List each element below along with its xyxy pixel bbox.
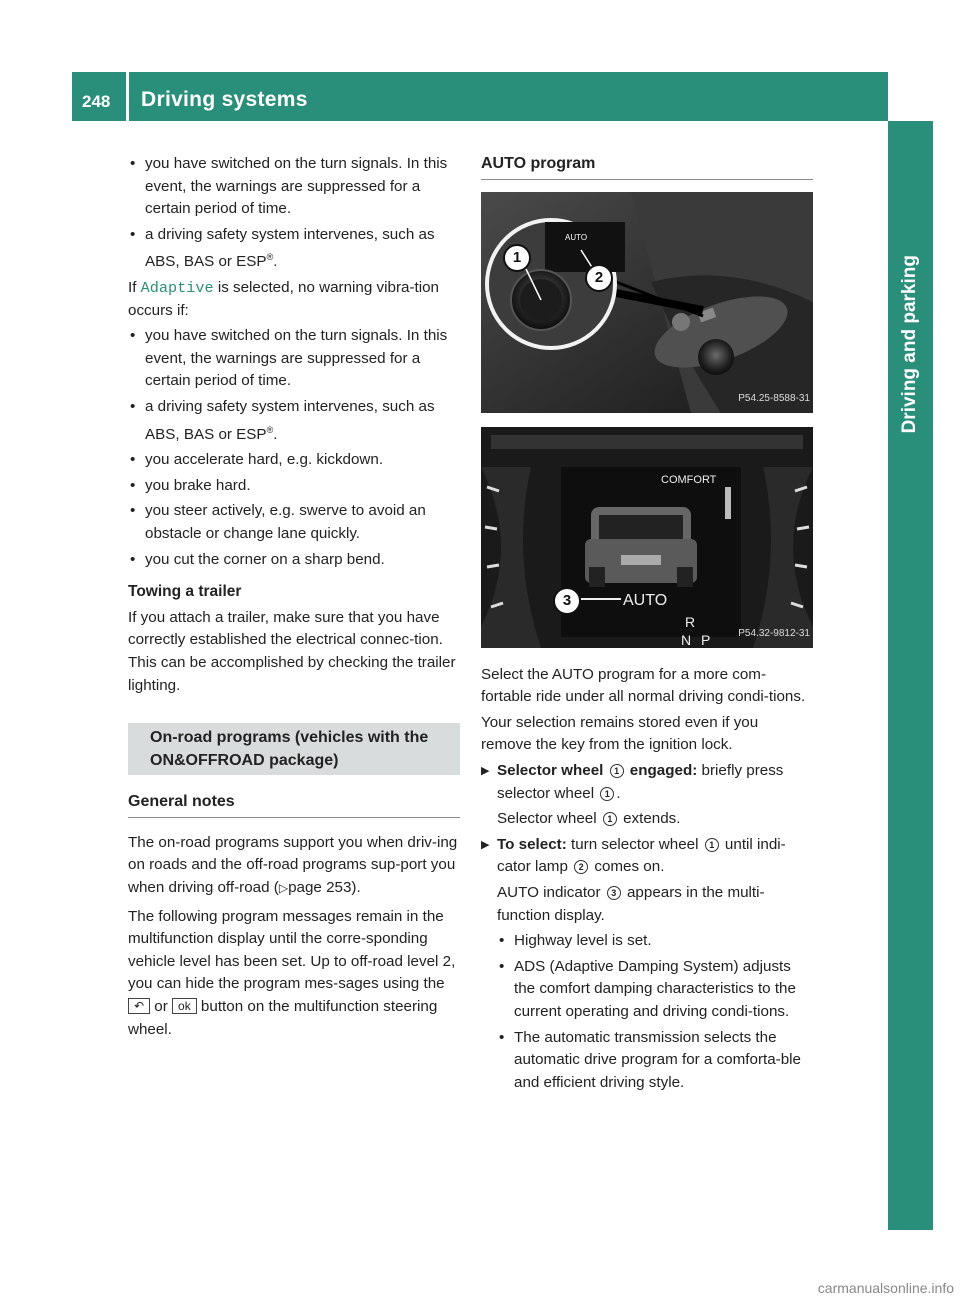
towing-paragraph: If you attach a trailer, make sure that you have correctly established the electrical connec-tion. This can be accomplished by checking the trailer lighting. [128, 608, 456, 694]
left-column [128, 153, 460, 1044]
list-item: • you have switched on the turn signals. In this event, the warnings are suppressed for a certain period of time. [128, 153, 460, 221]
callout-ref-1: 1 [600, 787, 614, 801]
ok-button-icon: ok [172, 998, 197, 1014]
list-item: • you accelerate hard, e.g. kickdown. [128, 449, 460, 472]
auto-program-heading: AUTO program [481, 153, 813, 180]
instruction-step: ▶ To select: turn selector wheel 1 until indi-cator lamp 2 comes on. [481, 834, 813, 879]
instrument-cluster-illustration [481, 427, 813, 648]
auto-paragraph-2: Your selection remains stored even if you remove the key from the ignition lock. [481, 713, 759, 754]
page-number: 248 [82, 92, 111, 111]
list-item: • you cut the corner on a sharp bend. [128, 549, 460, 572]
callout-ref-1: 1 [705, 838, 719, 852]
page-title: Driving systems [141, 88, 308, 111]
adaptive-term: Adaptive [140, 279, 214, 298]
watermark: carmanualsonline.info [817, 1280, 954, 1296]
towing-heading: Towing a trailer [128, 583, 242, 601]
callout-ref-3: 3 [607, 886, 621, 900]
gear-p-label: P [701, 631, 711, 648]
right-column [481, 153, 813, 1097]
callout-1: 1 [503, 244, 531, 272]
general-paragraph-2: The following program messages remain in the multifunction display until the corre-sponding vehicle level has been set. Up to off-road level 2, you can hide the program mes-sages using the ↶ or ok button on the multifunction steering wheel. [128, 907, 456, 1038]
list-item: • ADS (Adaptive Damping System) adjusts the comfort damping characteristics to the current operating and driving condi-tions. [497, 956, 813, 1024]
header-separator [126, 72, 129, 121]
callout-3: 3 [553, 587, 581, 615]
callout-ref-1: 1 [610, 764, 624, 778]
list-item: • a driving safety system intervenes, such as ABS, BAS or ESP®. [128, 224, 460, 274]
page-reference[interactable]: page 253). [288, 878, 361, 896]
back-button-icon: ↶ [128, 998, 150, 1014]
page-ref-arrow-icon: ▷ [278, 880, 289, 895]
list-item: • you have switched on the turn signals. In this event, the warnings are suppressed for a certain period of time. [128, 325, 460, 393]
figure-code: P54.25-8588-31 [738, 393, 810, 404]
instruction-result: AUTO indicator 3 appears in the multi-function display. [497, 883, 765, 924]
selector-wheel-illustration [481, 192, 813, 413]
list-item: • you brake hard. [128, 475, 460, 498]
auto-paragraph-1: Select the AUTO program for a more com-fortable ride under all normal driving condi-tions. [481, 665, 806, 706]
figure-code: P54.32-9812-31 [738, 628, 810, 639]
general-paragraph-1: The on-road programs support you when driv-ing on roads and the off-road programs sup-port you when driving off-road (▷page 253). [128, 833, 458, 896]
list-item: • you steer actively, e.g. swerve to avoid an obstacle or change lane quickly. [128, 500, 460, 545]
gear-r-label: R [685, 613, 696, 630]
comfort-label: COMFORT [661, 473, 717, 486]
callout-ref-1: 1 [603, 812, 617, 826]
general-notes-heading: General notes [128, 791, 460, 818]
section-heading: On-road programs (vehicles with the ON&OFFROAD package) [128, 723, 460, 775]
callout-2: 2 [585, 264, 613, 292]
multifunction-display-figure [481, 427, 813, 648]
instruction-result: Selector wheel 1 extends. [497, 810, 681, 828]
list-item: • a driving safety system intervenes, such as ABS, BAS or ESP®. [128, 396, 460, 446]
selector-wheel-figure [481, 192, 813, 413]
gear-n-label: N [681, 631, 692, 648]
list-item: • Highway level is set. [497, 930, 813, 953]
callout-ref-2: 2 [574, 860, 588, 874]
auto-indicator-label: AUTO [623, 591, 668, 609]
auto-button-label: AUTO [565, 232, 588, 242]
instruction-step: ▶ Selector wheel 1 engaged: briefly press selector wheel 1 . [481, 760, 813, 805]
list-item: • The automatic transmission selects the automatic drive program for a comforta-ble and efficient driving style. [497, 1027, 813, 1095]
paragraph-adaptive: If Adaptive is selected, no warning vibra-tion occurs if: [128, 279, 439, 319]
side-tab-label: Driving and parking [899, 255, 920, 434]
